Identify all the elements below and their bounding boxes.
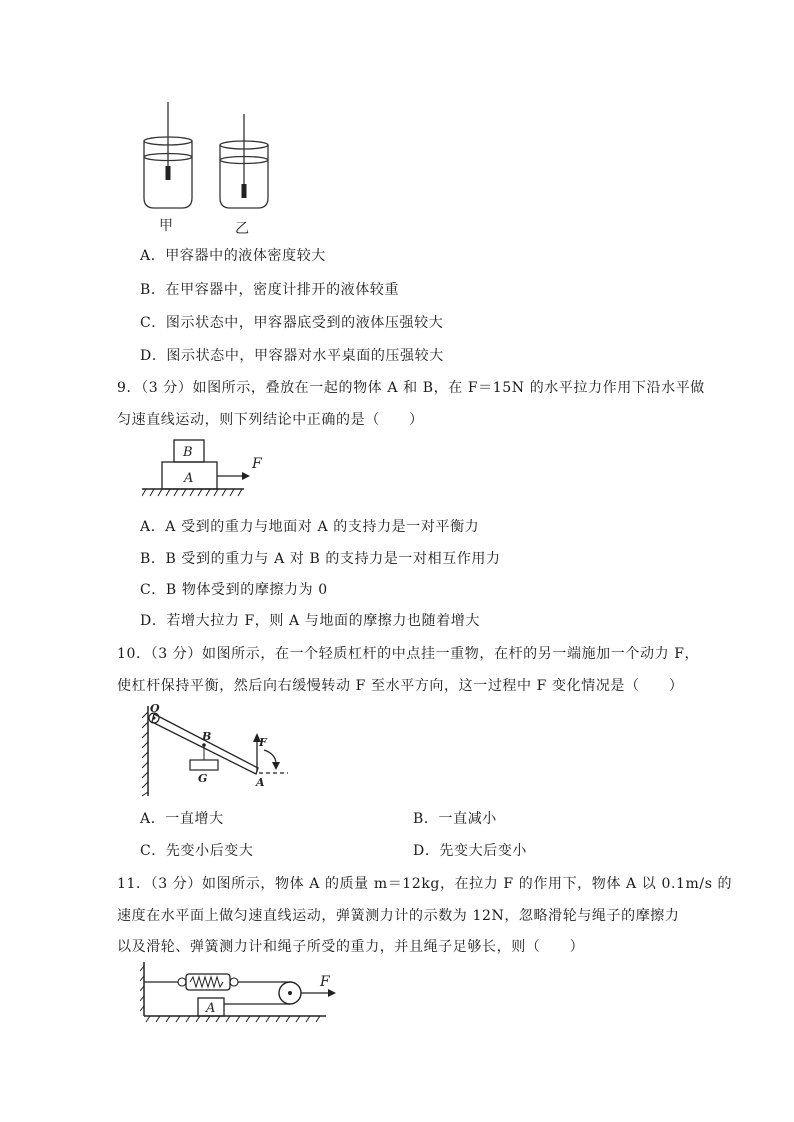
- label-point-b: B: [202, 730, 212, 743]
- label-jia: 甲: [159, 218, 173, 234]
- label-block-a: A: [206, 1001, 216, 1016]
- q10-option-c: C．先变小后变大: [140, 843, 254, 859]
- q11-stem-line1: 11．（3 分）如图所示，物体 A 的质量 m＝12kg，在拉力 F 的作用下，物体 A 以 0.1m/s 的: [117, 876, 733, 892]
- q11-stem-line2: 速度在水平面上做匀速直线运动，弹簧测力计的示数为 12N，忽略滑轮与绳子的摩擦力: [117, 908, 680, 924]
- q9-stem-line1: 9．（3 分）如图所示，叠放在一起的物体 A 和 B，在 F＝15N 的水平拉力作用下沿水平做: [117, 380, 705, 396]
- q8-option-a: A．甲容器中的液体密度较大: [140, 248, 326, 264]
- label-block-a: A: [184, 471, 194, 486]
- label-force-f: F: [320, 974, 330, 990]
- q10-option-a: A．一直增大: [140, 811, 224, 827]
- q8-option-c: C．图示状态中，甲容器底受到的液体压强较大: [140, 315, 444, 331]
- q11-figure-pulley-system: [140, 960, 340, 1026]
- label-pivot-o: O: [150, 702, 160, 715]
- q9-option-d: D．若增大拉力 F，则 A 与地面的摩擦力也随着增大: [140, 613, 480, 629]
- q9-option-b: B．B 受到的重力与 A 对 B 的支持力是一对相互作用力: [140, 551, 501, 567]
- q10-stem-line1: 10．（3 分）如图所示，在一个轻质杠杆的中点挂一重物，在杆的另一端施加一个动力 F，: [117, 646, 700, 662]
- q8-figure-hydrometers: [130, 100, 280, 238]
- q10-stem-line2: 使杠杆保持平衡，然后向右缓慢转动 F 至水平方向，这一过程中 F 变化情况是（ ）: [117, 678, 684, 694]
- q8-option-b: B．在甲容器中，密度计排开的液体较重: [140, 282, 400, 298]
- q10-option-b: B．一直减小: [413, 811, 497, 827]
- label-force-f: F: [252, 456, 262, 472]
- q9-figure-stacked-blocks: [142, 436, 272, 498]
- label-force-f: F: [259, 736, 267, 749]
- q10-figure-lever: [142, 702, 292, 798]
- beaker-jia: [144, 102, 192, 208]
- q8-option-d: D．图示状态中，甲容器对水平桌面的压强较大: [140, 348, 444, 364]
- label-point-a: A: [256, 776, 265, 789]
- label-yi: 乙: [235, 221, 249, 237]
- q10-option-d: D．先变大后变小: [413, 843, 528, 859]
- q9-option-a: A．A 受到的重力与地面对 A 的支持力是一对平衡力: [140, 519, 480, 535]
- q9-option-c: C．B 物体受到的摩擦力为 0: [140, 582, 328, 598]
- q11-stem-line3: 以及滑轮、弹簧测力计和绳子所受的重力，并且绳子足够长，则（ ）: [117, 939, 585, 955]
- q9-stem-line2: 匀速直线运动，则下列结论中正确的是（ ）: [117, 412, 424, 428]
- beaker-yi: [220, 114, 268, 208]
- label-block-b: B: [183, 445, 193, 460]
- label-weight-g: G: [198, 772, 208, 785]
